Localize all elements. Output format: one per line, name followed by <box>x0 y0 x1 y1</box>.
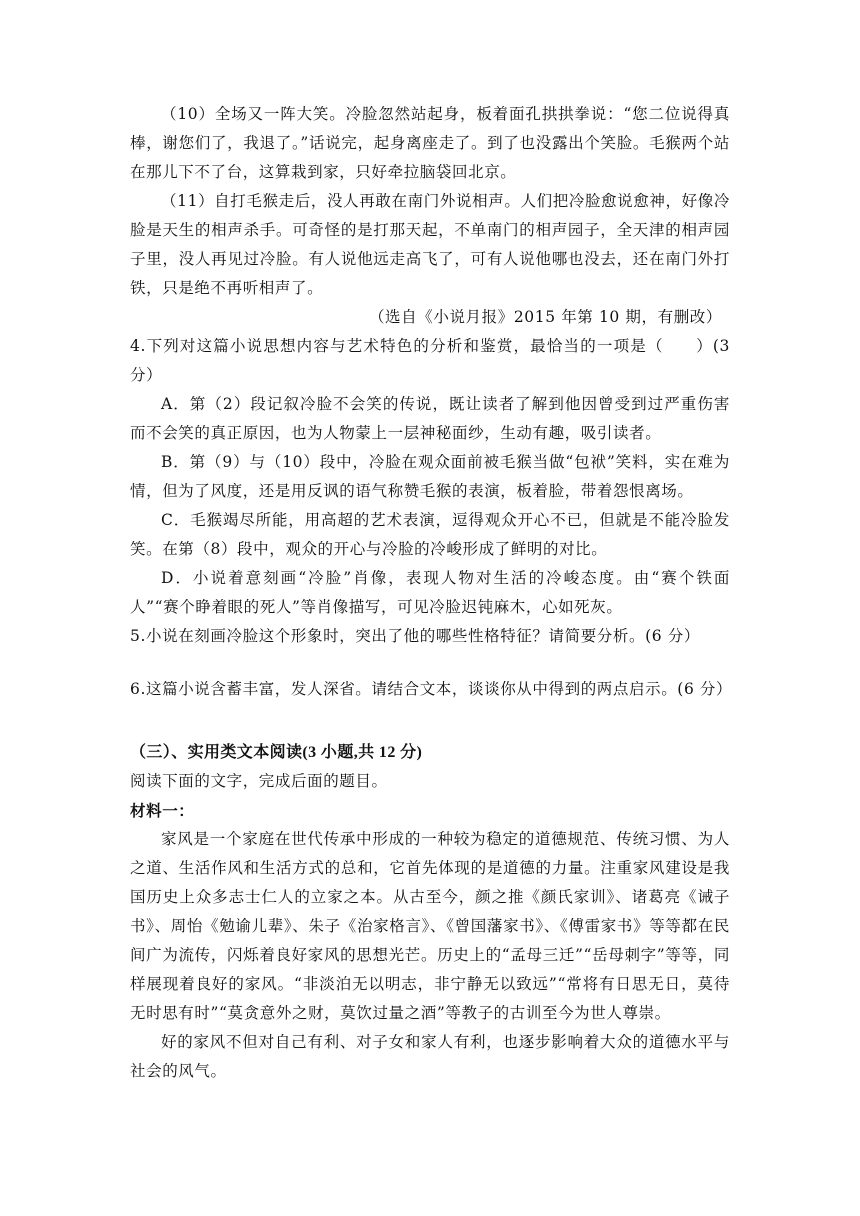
section-3-title: （三）、实用类文本阅读(3 小题,共 12 分) <box>130 744 423 761</box>
question-4-stem <box>130 332 730 390</box>
question-4-option-a: A．第（2）段记叙冷脸不会笑的传说，既让读者了解到他因曾受到过严重伤害而不会笑的真正原因，也为人物蒙上一层神秘面纱，生动有趣，吸引读者。 <box>130 395 730 442</box>
question-6: 6.这篇小说含蓄丰富，发人深省。请结合文本，谈谈你从中得到的两点启示。(6 分） <box>130 680 733 698</box>
question-4-stem-pre: 4.下列对这篇小说思想内容与艺术特色的分析和鉴赏，最恰当的一项是（ <box>130 337 664 355</box>
question-5: 5.小说在刻画冷脸这个形象时，突出了他的哪些性格特征？请简要分析。(6 分） <box>130 627 700 645</box>
story-source: （选自《小说月报》2015 年第 10 期，有删改） <box>368 308 722 326</box>
story-paragraph-11: （11）自打毛猴走后，没人再敢在南门外说相声。人们把冷脸愈说愈神，好像冷脸是天生的相声杀手。可奇怪的是打那天起，不单南门的相声园子，全天津的相声园子里，没人再见过冷脸。有人说他远走高飞了，可有人说他哪也没去，还在南门外打铁，只是绝不再听相声了。 <box>130 192 730 297</box>
material-1-paragraph-2: 好的家风不但对自己有利、对子女和家人有利，也逐步影响着大众的道德水平与社会的风气。 <box>130 1033 730 1080</box>
question-4-option-c: C．毛猴竭尽所能，用高超的艺术表演，逗得观众开心不已，但就是不能冷脸发笑。在第（8）段中，观众的开心与冷脸的冷峻形成了鲜明的对比。 <box>130 511 730 558</box>
answer-space-5 <box>130 651 730 675</box>
question-4-stem-post: ）(3 分） <box>130 337 730 384</box>
material-1-paragraph-1: 家风是一个家庭在世代传承中形成的一种较为稳定的道德规范、传统习惯、为人之道、生活作风和生活方式的总和，它首先体现的是道德的力量。注重家风建设是我国历史上众多志士仁人的立家之本。从古至今，颜之推《颜氏家训》、诸葛亮《诫子书》、周怡《勉谕儿辈》、朱子《治家格言》、《曾国藩家书》、《傅雷家书》等等都在民间广为流传，闪烁着良好家风的思想光芒。历史上的“孟母三迁”“岳母刺字”等等，同样展现着良好的家风。“非淡泊无以明志，非宁静无以致远”“常将有日思无日，莫待无时思有时”“莫贪意外之财，莫饮过量之酒”等教子的古训至今为世人尊崇。 <box>130 830 730 1022</box>
material-1-title: 材料一： <box>130 801 195 820</box>
question-4-option-d: D．小说着意刻画“冷脸”肖像，表现人物对生活的冷峻态度。由“赛个铁面人”“赛个睁着眼的死人”等肖像描写，可见冷脸迟钝麻木，心如死灰。 <box>130 569 730 616</box>
answer-space-6 <box>130 704 730 734</box>
question-4-option-b: B．第（9）与（10）段中，冷脸在观众面前被毛猴当做“包袱”笑料，实在难为情，但为了风度，还是用反讽的语气称赞毛猴的表演，板着脸，带着怨恨离场。 <box>130 453 730 500</box>
story-paragraph-10: （10）全场又一阵大笑。冷脸忽然站起身，板着面孔拱拱拳说：“您二位说得真棒，谢您们了，我退了。”话说完，起身离座走了。到了也没露出个笑脸。毛猴两个站在那儿下不了台，这算栽到家，只好牵拉脑袋回北京。 <box>130 105 730 181</box>
document-page <box>130 100 733 1086</box>
section-3-instruction: 阅读下面的文字，完成后面的题目。 <box>130 772 388 790</box>
